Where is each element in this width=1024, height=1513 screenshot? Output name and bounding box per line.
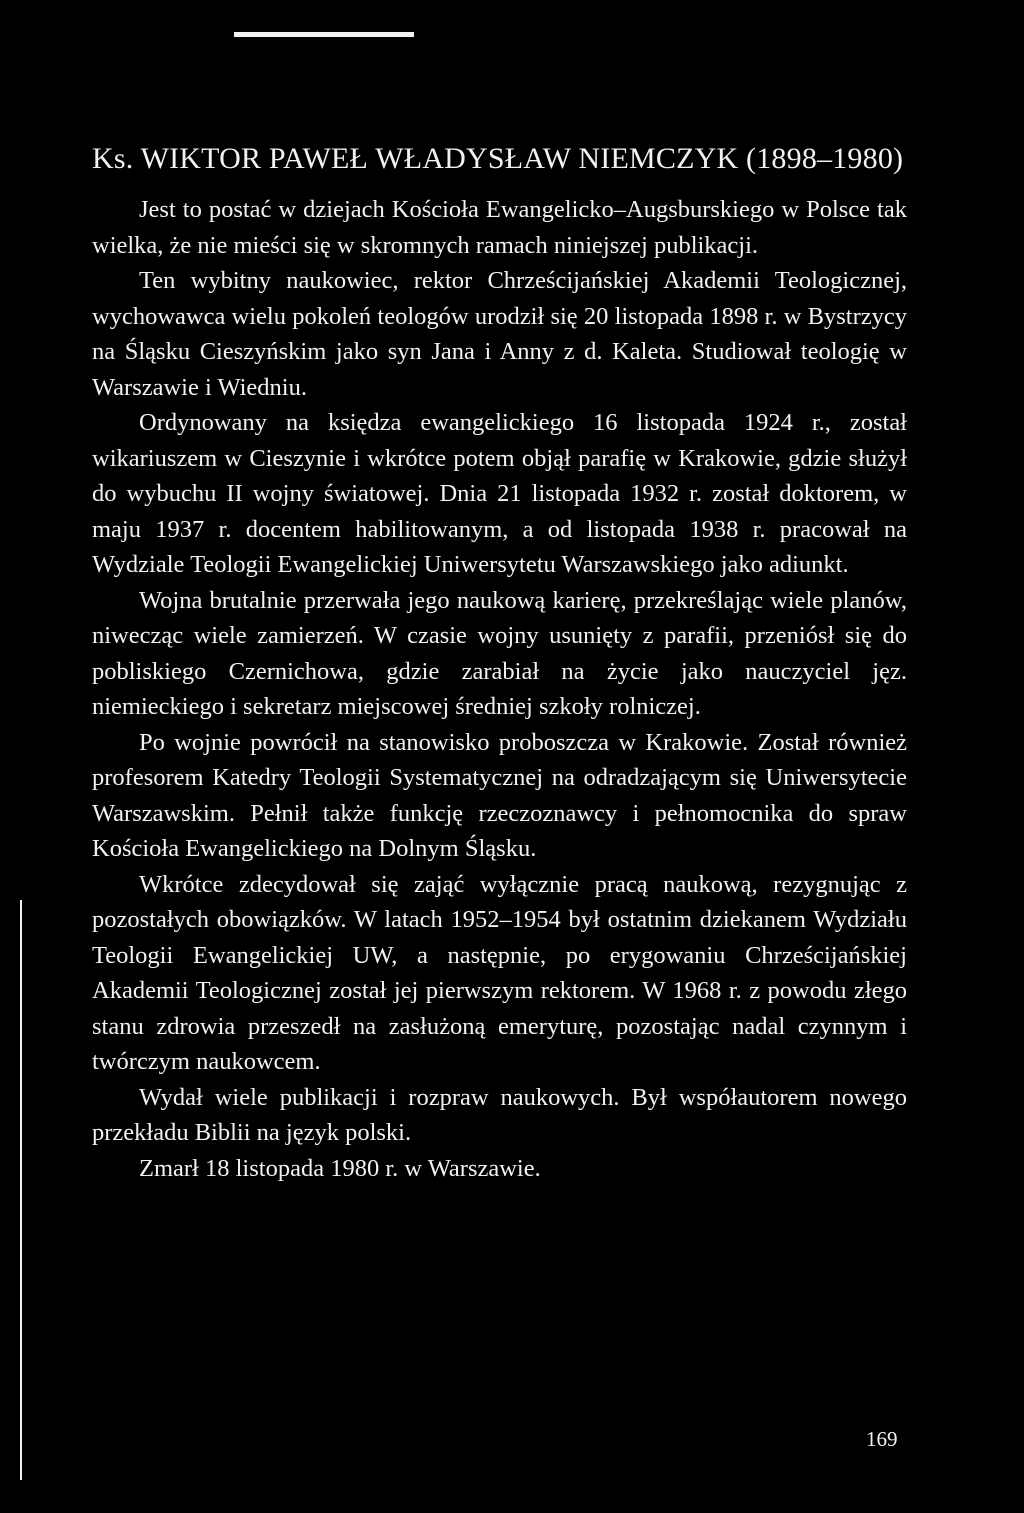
- paragraph: Po wojnie powrócił na stanowisko proboszcza w Krakowie. Został również profesorem Katedry Teologii Systematycznej na odradzającym się Uniwersytecie Warszawskim. Pełnił także funkcję rzeczoznawcy i pełnomocnika do spraw Kościoła Ewangelickiego na Dolnym Śląsku.: [92, 728, 907, 862]
- paragraph: Wydał wiele publikacji i rozpraw naukowych. Był współautorem nowego przekładu Biblii na język polski.: [92, 1083, 907, 1146]
- paragraph: Zmarł 18 listopada 1980 r. w Warszawie.: [139, 1154, 541, 1182]
- paragraph: Wojna brutalnie przerwała jego naukową karierę, przekreślając wiele planów, niwecząc wiele zamierzeń. W czasie wojny usunięty z parafii, przeniósł się do pobliskiego Czernichowa, gdzie zarabiał na życie jako nauczyciel jęz. niemieckiego i sekretarz miejscowej średniej szkoły rolniczej.: [92, 586, 907, 720]
- page-number: 169: [866, 1427, 898, 1451]
- left-margin-mark: [20, 900, 22, 1480]
- paragraph: Ten wybitny naukowiec, rektor Chrześcijańskiej Akademii Teologicznej, wychowawca wielu pokoleń teologów urodził się 20 listopada 1898 r. w Bystrzycy na Śląsku Cieszyńskim jako syn Jana i Anny z d. Kaleta. Studiował teologię w Warszawie i Wiedniu.: [92, 267, 907, 401]
- paragraph: Wkrótce zdecydował się zająć wyłącznie pracą naukową, rezygnując z pozostałych obowiązków. W latach 1952–1954 był ostatnim dziekanem Wydziału Teologii Ewangelickiej UW, a następnie, po erygowaniu Chrześcijańskiej Akademii Teologicznej został jej pierwszym rektorem. W 1968 r. z powodu złego stanu zdrowia przeszedł na zasłużoną emeryturę, pozostając nadal czynnym i twórczym naukowcem.: [92, 870, 907, 1075]
- paragraph: Jest to postać w dziejach Kościoła Ewangelicko–Augsburskiego w Polsce tak wielka, że nie mieści się w skromnych ramach niniejszej publikacji.: [92, 196, 907, 259]
- top-rule: [234, 32, 414, 37]
- paragraph: Ordynowany na księdza ewangelickiego 16 listopada 1924 r., został wikariuszem w Cieszynie i wkrótce potem objął parafię w Krakowie, gdzie służył do wybuchu II wojny światowej. Dnia 21 listopada 1932 r. został doktorem, w maju 1937 r. docentem habilitowanym, a od listopada 1938 r. pracował na Wydziale Teologii Ewangelickiej Uniwersytetu Warszawskiego jako adiunkt.: [92, 409, 907, 578]
- body-text: [92, 192, 907, 1186]
- page-title: Ks. WIKTOR PAWEŁ WŁADYSŁAW NIEMCZYK (1898–1980): [92, 142, 904, 175]
